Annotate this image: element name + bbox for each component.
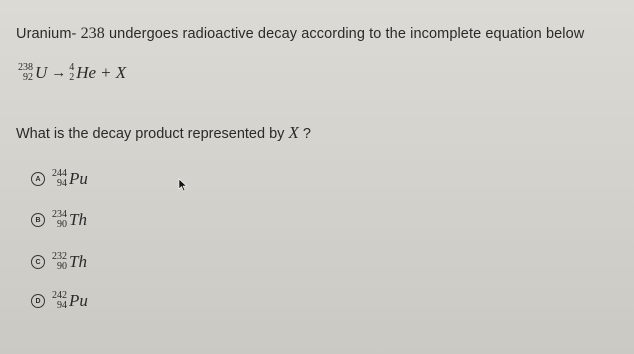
product-x: X bbox=[115, 63, 127, 82]
option-b-mass: 234 bbox=[52, 209, 67, 220]
prompt-variable: X bbox=[288, 123, 299, 142]
prompt-text: What is the decay product represented by bbox=[16, 126, 289, 142]
product-nuclide-helium bbox=[69, 63, 96, 83]
option-d-symbol: Pu bbox=[69, 291, 88, 310]
question-mass-number: 238 bbox=[80, 25, 105, 42]
reaction-arrow: → bbox=[51, 64, 67, 81]
question-text-before: Uranium- bbox=[16, 26, 81, 42]
option-d-atomic: 94 bbox=[57, 300, 67, 311]
question-text-after: undergoes radioactive decay according to the incomplete equation below bbox=[104, 26, 585, 42]
question-prompt bbox=[16, 123, 311, 143]
decay-equation bbox=[18, 63, 126, 83]
reactant-symbol: U bbox=[35, 63, 48, 82]
question-text bbox=[16, 25, 584, 43]
mouse-cursor-icon bbox=[178, 178, 188, 192]
reactant-mass: 238 bbox=[18, 62, 33, 73]
reactant-atomic: 92 bbox=[23, 72, 33, 83]
option-a[interactable] bbox=[31, 169, 88, 189]
plus-sign: + bbox=[101, 63, 111, 82]
product1-atomic: 2 bbox=[69, 72, 75, 83]
product1-symbol: He bbox=[76, 63, 97, 82]
option-a-atomic: 94 bbox=[57, 178, 67, 189]
option-d-radio[interactable]: D bbox=[31, 294, 45, 308]
option-b[interactable] bbox=[31, 210, 87, 230]
option-d[interactable] bbox=[31, 291, 88, 311]
option-b-symbol: Th bbox=[69, 210, 87, 229]
option-a-symbol: Pu bbox=[69, 169, 88, 188]
option-c[interactable] bbox=[31, 252, 87, 272]
option-b-radio[interactable]: B bbox=[31, 213, 45, 227]
option-c-mass: 232 bbox=[52, 251, 67, 262]
prompt-end: ? bbox=[298, 126, 311, 142]
option-a-mass: 244 bbox=[52, 168, 67, 179]
option-c-radio[interactable]: C bbox=[31, 255, 45, 269]
option-c-symbol: Th bbox=[69, 252, 87, 271]
reactant-nuclide bbox=[18, 63, 47, 83]
option-c-atomic: 90 bbox=[57, 261, 67, 272]
option-a-radio[interactable]: A bbox=[31, 172, 45, 186]
option-d-mass: 242 bbox=[52, 290, 67, 301]
product1-mass: 4 bbox=[69, 62, 75, 73]
option-b-atomic: 90 bbox=[57, 219, 67, 230]
